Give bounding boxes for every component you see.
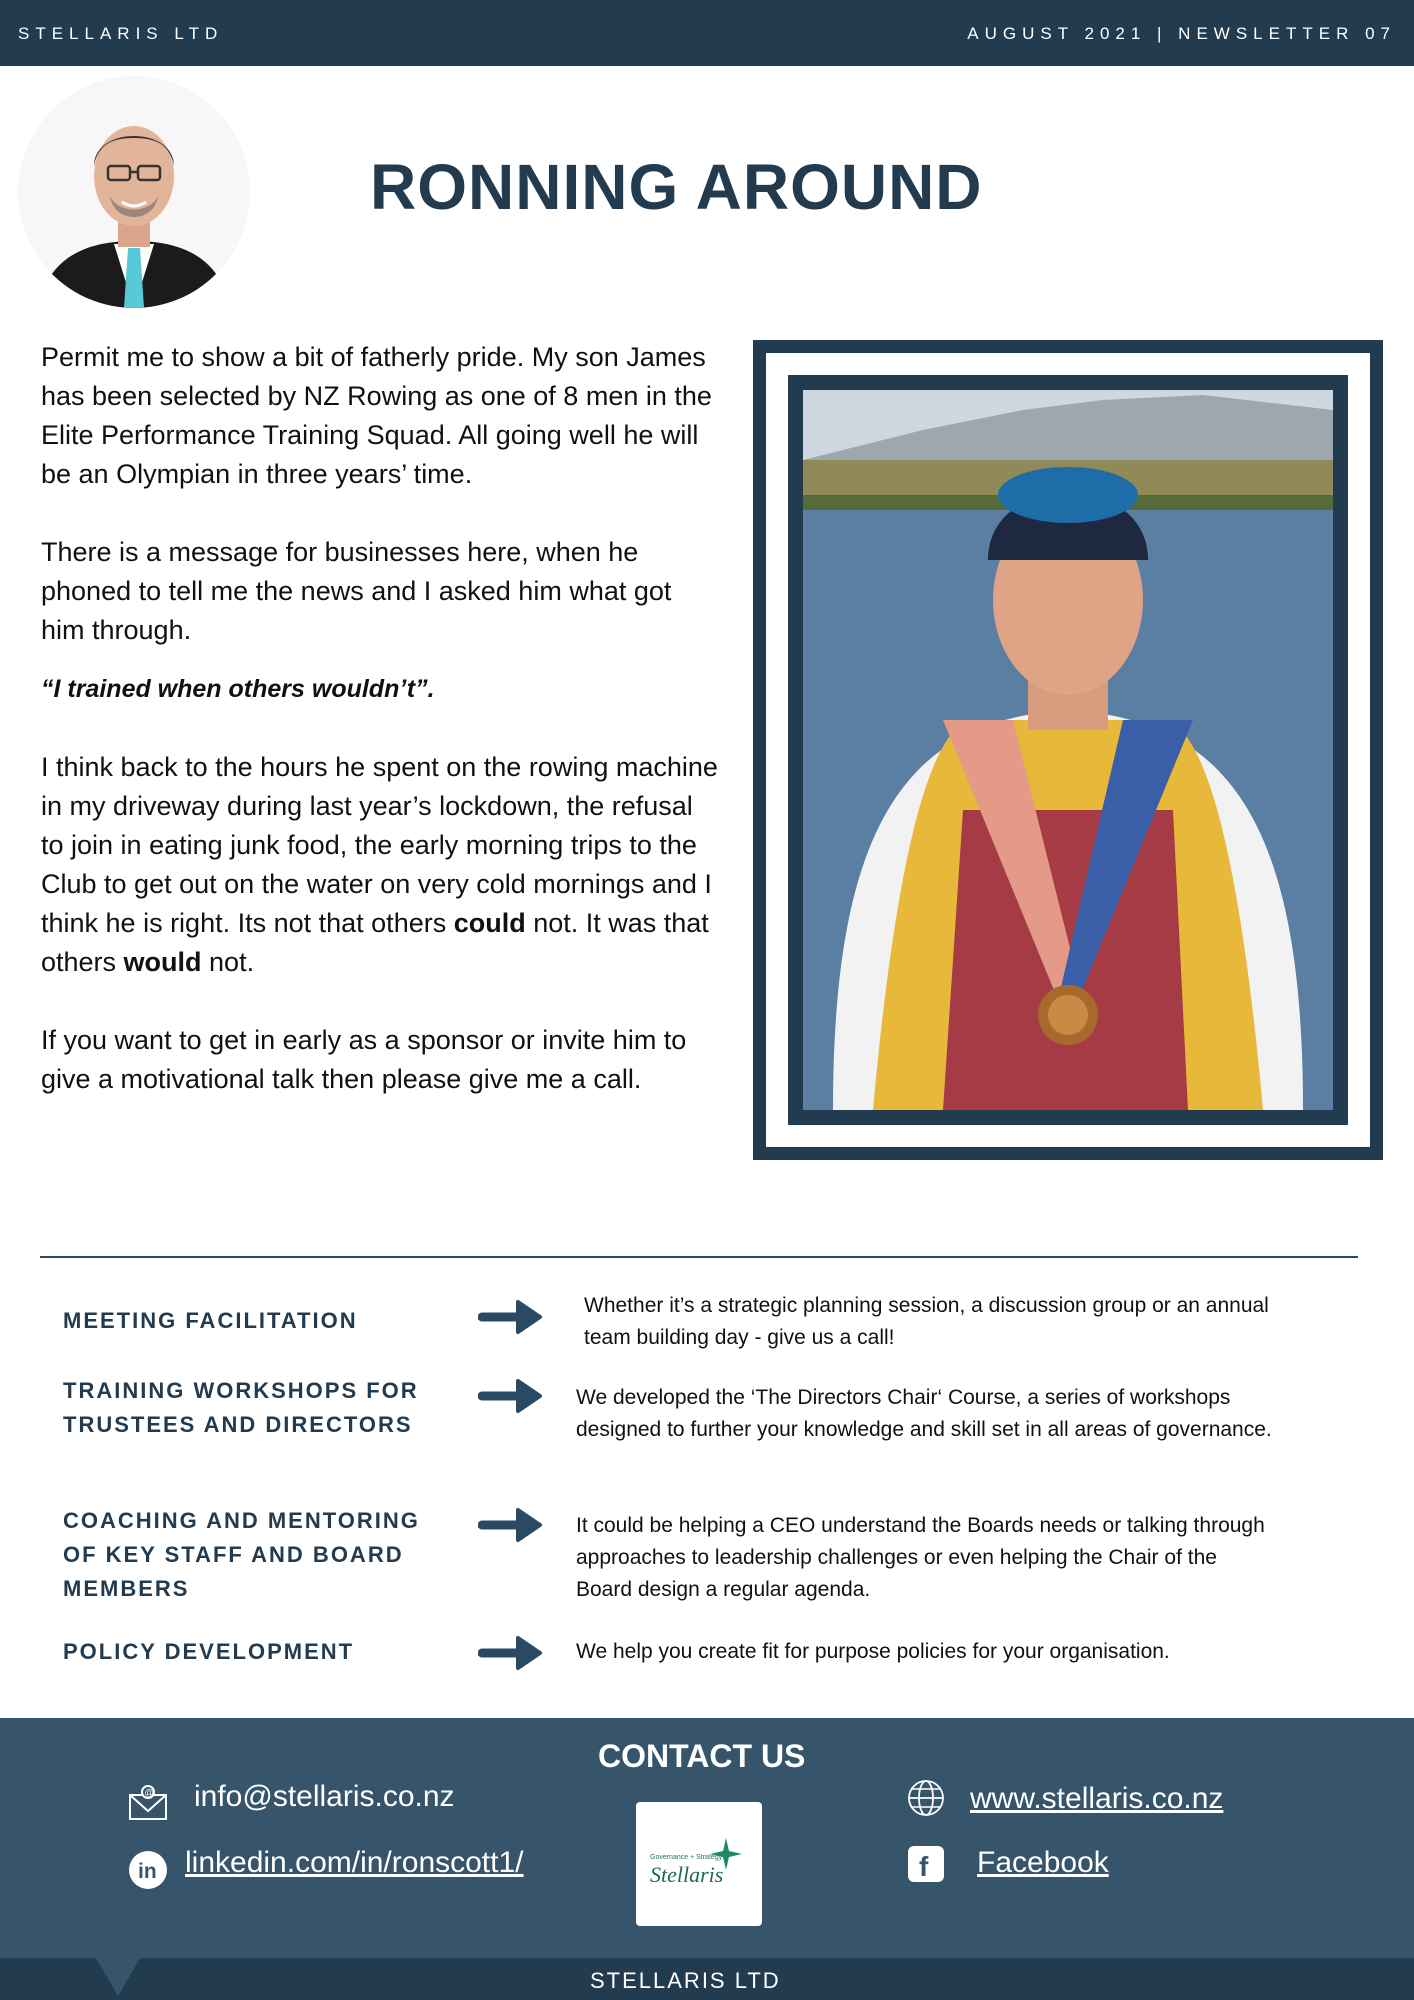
website-link[interactable]: www.stellaris.co.nz	[970, 1782, 1224, 1815]
logo-name: Stellaris	[650, 1862, 724, 1887]
logo-tagline: Governance + Strategy	[650, 1854, 723, 1861]
service-title: TRAINING WORKSHOPS FOR TRUSTEES AND DIRECTORS	[63, 1378, 419, 1437]
stellaris-logo	[636, 1802, 762, 1926]
contact-title: CONTACT US	[598, 1738, 806, 1774]
section-divider	[40, 1256, 1358, 1258]
article-paragraph: If you want to get in early as a sponsor or invite him to give a motivational talk then please give me a call.	[41, 1025, 687, 1094]
service-description: Whether it’s a strategic planning session, a discussion group or an annual team building day - give us a call!	[584, 1294, 1269, 1349]
article-quote: “I trained when others wouldn’t”.	[41, 675, 435, 703]
arrow-right-icon	[478, 1377, 546, 1415]
footer-notch	[96, 1958, 140, 1996]
article-paragraph: I think back to the hours he spent on the rowing machine in my driveway during last year’s lockdown, the refusal to join in eating junk food, the early morning trips to the Club to get out on the water on very cold mornings and I think he is right. Its not that others could not. It was that others would not.	[41, 752, 718, 977]
svg-text:in: in	[138, 1860, 157, 1883]
svg-text:@: @	[144, 1787, 154, 1798]
issue-info: AUGUST 2021 | NEWSLETTER 07	[967, 24, 1396, 43]
facebook-link[interactable]: Facebook	[977, 1846, 1109, 1879]
article-body	[41, 338, 721, 1138]
globe-icon	[906, 1778, 946, 1818]
linkedin-icon	[128, 1850, 168, 1890]
article-paragraph: Permit me to show a bit of fatherly pride. My son James has been selected by NZ Rowing as one of 8 men in the Elite Performance Training Squad. All going well he will be an Olympian in three years’ time.	[41, 342, 712, 489]
service-title: MEETING FACILITATION	[63, 1308, 358, 1333]
service-title: COACHING AND MENTORING OF KEY STAFF AND BOARD MEMBERS	[63, 1508, 420, 1601]
arrow-right-icon	[478, 1634, 546, 1672]
photo-frame	[753, 340, 1383, 1160]
rower-photo	[803, 390, 1333, 1110]
arrow-right-icon	[478, 1506, 546, 1544]
arrow-right-icon	[478, 1298, 546, 1336]
article-paragraph: There is a message for businesses here, when he phoned to tell me the news and I asked him what got him through.	[41, 537, 672, 645]
service-description: We help you create fit for purpose policies for your organisation.	[576, 1640, 1170, 1663]
company-name: STELLARIS LTD	[18, 24, 224, 43]
service-description: It could be helping a CEO understand the Boards needs or talking through approaches to leadership challenges or even helping the Chair of the Board design a regular agenda.	[576, 1514, 1265, 1601]
top-bar	[0, 0, 1414, 66]
page-title: RONNING AROUND	[370, 151, 983, 223]
footer-company-name: STELLARIS LTD	[590, 1968, 781, 1993]
linkedin-link[interactable]: linkedin.com/in/ronscott1/	[185, 1846, 524, 1879]
service-description: We developed the ‘The Directors Chair‘ Course, a series of workshops designed to further your knowledge and skill set in all areas of governance.	[576, 1386, 1272, 1441]
email-link[interactable]: info@stellaris.co.nz	[194, 1780, 455, 1813]
facebook-icon	[906, 1844, 946, 1884]
email-icon	[128, 1783, 168, 1823]
author-avatar	[18, 76, 250, 308]
service-title: POLICY DEVELOPMENT	[63, 1639, 355, 1664]
contact-footer	[0, 1718, 1414, 2000]
svg-text:f: f	[919, 1851, 929, 1882]
